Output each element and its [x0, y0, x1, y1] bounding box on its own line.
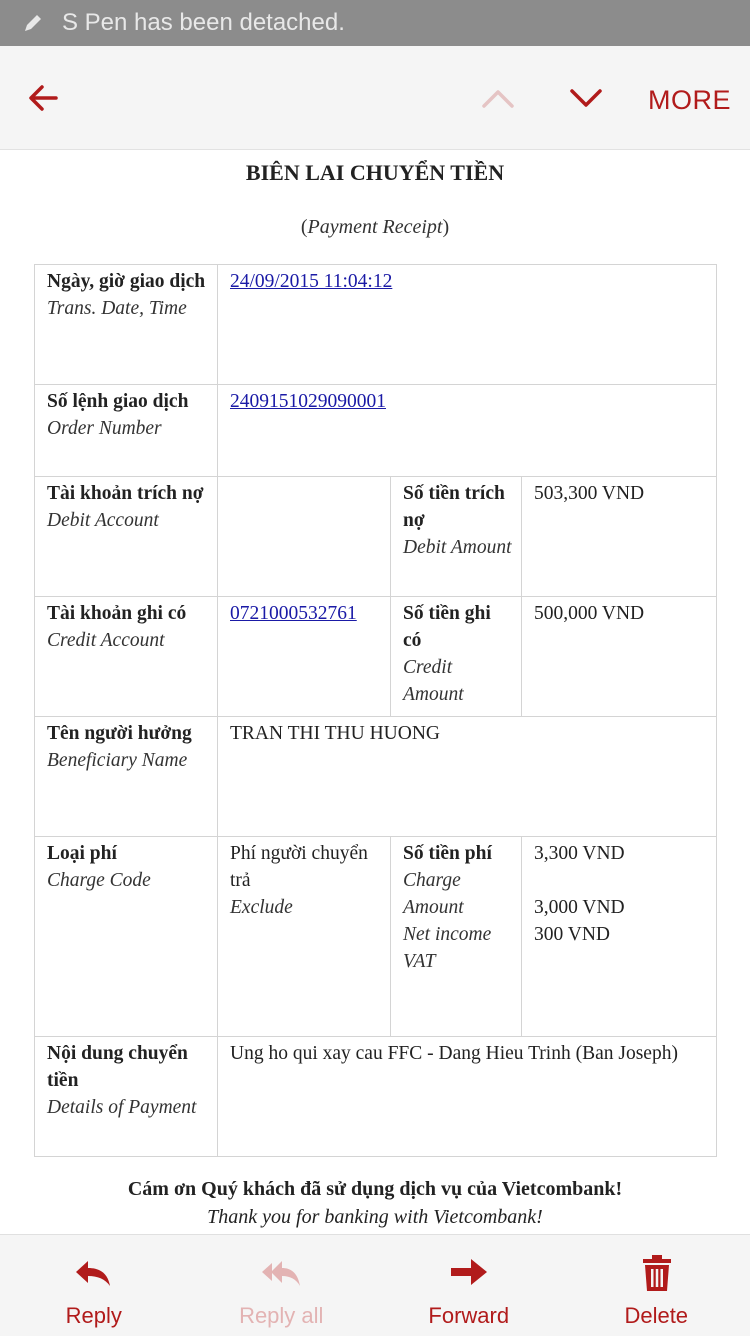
charge-amount-label-en: Charge Amount: [403, 867, 513, 921]
charge-code-label-en: Charge Code: [47, 867, 209, 894]
subtitle-text: Payment Receipt: [308, 216, 443, 238]
beneficiary-label-en: Beneficiary Name: [47, 747, 209, 774]
vat-label-en: VAT: [403, 948, 513, 975]
forward-button[interactable]: [375, 1235, 563, 1337]
order-number-label-en: Order Number: [47, 415, 209, 442]
charge-amount-label-vn: Số tiền phí: [403, 840, 513, 867]
label-cell: [35, 837, 218, 1037]
label-cell: [35, 717, 218, 837]
credit-account-label-en: Credit Account: [47, 627, 209, 654]
label-cell: [391, 837, 522, 1037]
notification-text: S Pen has been detached.: [62, 9, 345, 37]
debit-amount-label-en: Debit Amount: [403, 534, 513, 561]
credit-amount-label-en: Credit Amount: [403, 654, 513, 708]
table-row: [35, 597, 717, 717]
value-cell: [522, 597, 717, 717]
label-cell: [35, 265, 218, 385]
charge-code-value-vn: Phí người chuyển trả: [230, 840, 382, 894]
charge-code-label-vn: Loại phí: [47, 840, 209, 867]
table-row: [35, 477, 717, 597]
label-cell: [391, 597, 522, 717]
pen-icon: [22, 12, 44, 34]
details-value: Ung ho qui xay cau FFC - Dang Hieu Trinh (Ban Joseph): [230, 1040, 708, 1067]
reply-all-button[interactable]: [188, 1235, 376, 1337]
table-row: [35, 1037, 717, 1157]
thanks-message-en: Thank you for banking with Vietcombank!: [0, 1206, 750, 1229]
debit-account-label-en: Debit Account: [47, 507, 209, 534]
label-cell: [35, 477, 218, 597]
debit-amount-label-vn: Số tiền trích nợ: [403, 480, 513, 534]
order-number-label-vn: Số lệnh giao dịch: [47, 388, 209, 415]
reply-button[interactable]: [0, 1235, 188, 1337]
receipt-subtitle: [0, 216, 750, 239]
credit-amount-label-vn: Số tiền ghi có: [403, 600, 513, 654]
trans-date-link[interactable]: 24/09/2015 11:04:12: [230, 271, 392, 292]
email-body: [0, 150, 750, 1234]
forward-icon: [447, 1251, 491, 1295]
label-cell: [35, 385, 218, 477]
chevron-up-icon[interactable]: [476, 78, 520, 118]
charge-code-value-en: Exclude: [230, 894, 382, 921]
value-cell: [218, 1037, 717, 1157]
subtitle-paren-open: (: [301, 216, 308, 238]
subtitle-paren-close: ): [442, 216, 449, 238]
value-cell: [218, 837, 391, 1037]
debit-account-value: [218, 477, 391, 597]
value-cell: [522, 477, 717, 597]
trans-date-label-en: Trans. Date, Time: [47, 295, 209, 322]
delete-button[interactable]: [563, 1235, 750, 1337]
more-button[interactable]: MORE: [648, 80, 738, 120]
reply-label: Reply: [0, 1303, 188, 1329]
label-cell: [35, 1037, 218, 1157]
debit-amount-value: 503,300 VND: [534, 480, 708, 507]
credit-account-label-vn: Tài khoản ghi có: [47, 600, 209, 627]
details-label-en: Details of Payment: [47, 1094, 209, 1121]
beneficiary-label-vn: Tên người hưởng: [47, 720, 209, 747]
reply-all-label: Reply all: [188, 1303, 376, 1329]
thanks-message-vn: Cám ơn Quý khách đã sử dụng dịch vụ của Vietcombank!: [0, 1178, 750, 1201]
charge-amount-value: 3,300 VND: [534, 840, 708, 867]
table-row: [35, 265, 717, 385]
value-cell: [522, 837, 717, 1037]
value-cell: [218, 385, 717, 477]
value-cell: [218, 265, 717, 385]
receipt-title: BIÊN LAI CHUYỂN TIỀN: [0, 160, 750, 186]
trash-icon: [635, 1251, 679, 1295]
label-cell: [391, 477, 522, 597]
net-income-value: 3,000 VND: [534, 894, 708, 921]
label-cell: [35, 597, 218, 717]
credit-account-link[interactable]: 0721000532761: [230, 603, 357, 624]
table-row: [35, 837, 717, 1037]
trans-date-label-vn: Ngày, giờ giao dịch: [47, 268, 209, 295]
spacer: [534, 867, 708, 894]
reply-all-icon: [260, 1251, 304, 1295]
debit-account-label-vn: Tài khoản trích nợ: [47, 480, 209, 507]
receipt-table: [34, 264, 717, 1157]
value-cell: [218, 717, 717, 837]
table-row: [35, 717, 717, 837]
order-number-link[interactable]: 2409151029090001: [230, 391, 386, 412]
notification-bar: [0, 0, 750, 46]
delete-label: Delete: [563, 1303, 750, 1329]
table-row: [35, 385, 717, 477]
forward-label: Forward: [375, 1303, 563, 1329]
credit-amount-value: 500,000 VND: [534, 600, 708, 627]
details-label-vn: Nội dung chuyển tiền: [47, 1040, 209, 1094]
email-toolbar: [0, 46, 750, 150]
net-income-label-en: Net income: [403, 921, 513, 948]
value-cell: [218, 597, 391, 717]
chevron-down-icon[interactable]: [564, 78, 608, 118]
arrow-left-icon[interactable]: [22, 76, 66, 120]
beneficiary-value: TRAN THI THU HUONG: [230, 720, 708, 747]
vat-value: 300 VND: [534, 921, 708, 948]
action-bar: [0, 1234, 750, 1336]
reply-icon: [72, 1251, 116, 1295]
